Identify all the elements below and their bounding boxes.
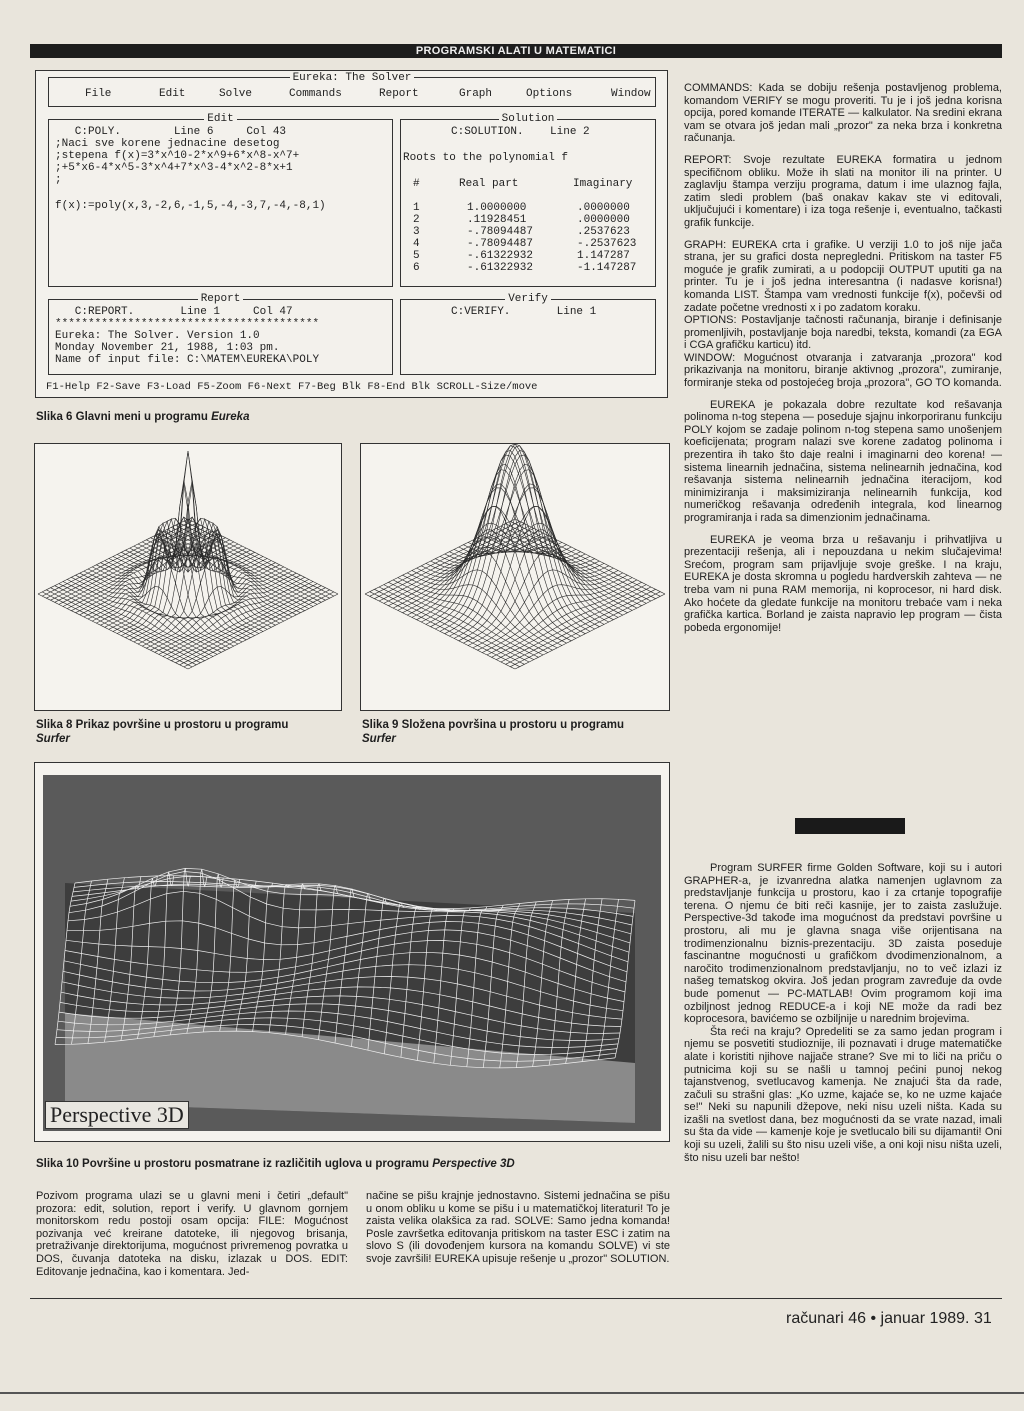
fig6-caption-label: Slika 6 Glavni meni u programu (36, 411, 212, 423)
menu-window[interactable]: Window (611, 88, 651, 100)
mesh-line (67, 534, 217, 609)
root-imaginary: .0000000 (577, 214, 630, 226)
edit-line: ;stepena f(x)=3*x^10-2*x^9+6*x^8-x^7+ (55, 150, 300, 162)
mesh-line (501, 526, 651, 601)
menu-commands[interactable]: Commands (289, 88, 342, 100)
edit-line: ; (55, 174, 62, 186)
root-imaginary: -.2537623 (577, 238, 637, 250)
root-imaginary: .0000000 (577, 202, 630, 214)
page-edge (0, 1392, 1024, 1394)
root-real: -.61322932 (467, 250, 534, 262)
body-text-right-column-2 (684, 862, 1002, 1173)
solution-window-title: Solution (499, 113, 558, 125)
paragraph-graph: GRAPH: EUREKA crta i grafike. U verziji 1.0 to još nije jača strana, jer su grafici dosta nepregledni. Pritiskom na taster F5 moguće je grafik zumirati, a u podopciji OUTPUT uputiti ga na printer. Tu je i još jedna interesantna (i nadasve korisna!) komanda LIST. Štampa vam vrednosti funkcije f(x), počevši od zadate početne vrednosti x i po zadatom koraku. (684, 238, 1002, 314)
menu-options[interactable]: Options (526, 88, 573, 100)
col-imaginary: Imaginary (573, 178, 633, 190)
mesh-line (398, 578, 548, 653)
figure-9-surface (360, 443, 670, 711)
paragraph-options: OPTIONS: Postavljanje tačnosti računanja, biranje i definisanje promenljivih, postavljanje boja naredbi, teksta, komandi (za EGA i CGA grafičku karticu) itd. (684, 314, 1002, 352)
menu-graph[interactable]: Graph (459, 88, 493, 100)
mesh-line (388, 582, 538, 657)
paragraph-window: WINDOW: Mogućnost otvaranja i zatvaranja „prozora" kod prikazivanja na monitoru, biranje aktivnog „prozora", zumiranje, formiranje steka od postojećeg broja „prozora", GO TO komanda. (684, 351, 1002, 390)
root-index: 1 (413, 202, 420, 214)
mesh-line (487, 580, 637, 655)
mesh-line (63, 582, 213, 657)
root-real: 1.0000000 (467, 202, 527, 214)
mesh-line (407, 570, 557, 648)
mesh-line (374, 524, 524, 599)
root-row (401, 214, 655, 226)
paragraph-commands: COMMANDS: Kada se dobiju rešenja postavljenog problema, komandom VERIFY se mogu proveriti. Tu je i još jedna korisna opcija, pored komande ITERATE — kalkulator. Na sredini ekrana vam se otvara još jedan mali „prozor" za neka brza i konkretna računanja. (684, 82, 1002, 145)
root-index: 6 (413, 262, 420, 274)
root-imaginary: -1.147287 (577, 262, 637, 274)
fig8-caption (36, 718, 346, 746)
mesh-line (171, 586, 321, 661)
root-row (401, 226, 655, 238)
paragraph-surfer: Program SURFER firme Golden Software, koji su i autori GRAPHER-a, je izvanredna alatka namenjen uglavnom za predstavljanje funkcija u prostoru, kao i za crtanje topografije terena. O njemu će biti reči kasnije, jer to zaista zaslužuje. Perspective-3d takođe ima mogućnost da predstavi površine u prostoru, ali mu je glavna snaga više orijentisana na trodimenzionalnu biznis-prezentaciju. 3D zaista poseduje fascinantne mogućnosti u grafičkom dvodimenzionalnom, a naročito trodimenzionalnom predstavljanju, no to več izlazi iz našeg tematskog okvira. Još jedan program zavređuje da ovde bude pomenut — PC-MATLAB! Ovim programom koji ima ozbiljnost jednog REDUCE-a i koji NE može da radi bez koprocesora, bavićemo se ozbiljnije u narednim brojevima. (684, 862, 1002, 1026)
menu-file[interactable]: File (85, 88, 112, 100)
menu-edit[interactable]: Edit (159, 88, 186, 100)
root-index: 2 (413, 214, 420, 226)
eureka-app-title: Eureka: The Solver (290, 72, 415, 84)
root-imaginary: .2537623 (577, 226, 630, 238)
mesh-line (379, 526, 529, 601)
report-line: Eureka: The Solver. Version 1.0 (55, 330, 260, 342)
root-index: 5 (413, 250, 420, 262)
solution-heading: Roots to the polynomial f (403, 152, 569, 164)
solution-window[interactable] (400, 113, 656, 287)
root-row (401, 250, 655, 262)
fig6-caption (36, 411, 249, 423)
edit-line: ;+5*x6-4*x^5-3*x^4+7*x^3-4*x^2-8*x+1 (55, 162, 293, 174)
edit-line: C:POLY. Line 6 Col 43 (55, 126, 287, 138)
solution-header-row (401, 178, 655, 190)
fig9-caption (362, 718, 674, 746)
fig9-caption-program: Surfer (362, 733, 396, 745)
body-text-bottom-left (36, 1190, 348, 1287)
mesh-line (506, 524, 656, 599)
figure-8-surface (34, 443, 342, 711)
fig10-caption-program: Perspective 3D (432, 1158, 515, 1170)
perspective-3d-figure (35, 763, 669, 1141)
perspective-3d-logo: Perspective 3D (45, 1101, 189, 1129)
paragraph: Pozivom programa ulazi se u glavni meni i četiri „default" prozora: edit, solution, report i verify. U glavnom gornjem monitorskom redu postoji osam opcija: FILE: Mogućnost pozivanja već kreirane datoteke, ili njegovog brisanja, pretraživanje direktorijuma, mogućnost privremenog povratka u DOS, čuvanja datoteka na disku, izlazak u DOS. EDIT: Editovanje jednačina, kao i komentara. Jed- (36, 1190, 348, 1278)
mesh-line (163, 582, 313, 657)
fig8-caption-label: Slika 8 Prikaz površine u prostoru u programu (36, 719, 289, 731)
paragraph-eureka-results: EUREKA je pokazala dobre rezultate kod rešavanja polinoma n-tog stepena — poseduje sjajnu inkorporiranu funkciju POLY kojom se zadaje polinom n-tog stepena samo unošenjem koeficijenata; program nalazi sve korene zadatog polinoma i prezentira ih tako što daje realni i imaginarni deo korena! — sistema linearnih jednačina, sistema nelinearnih jednačina, kod rešavanja sistema nelinearnih jednačina iteracijom, kod minimiziranja i maksimiziranja nelinearnih funkcija, kod numeričkog rešavanja određenih integrala, kod linearnog programiranja i rada sa dimenzionim jednačinama. (684, 398, 1002, 524)
function-key-bar: F1-Help F2-Save F3-Load F5-Zoom F6-Next F7-Beg Blk F8-End Blk SCROLL-Size/move (46, 381, 538, 393)
report-window-title: Report (198, 293, 244, 305)
root-real: .11928451 (467, 214, 527, 226)
section-header-bar: PROGRAMSKI ALATI U MATEMATICI (30, 44, 1002, 58)
root-real: -.78094487 (467, 226, 534, 238)
fig6-caption-program: Eureka (211, 411, 250, 423)
page-footer: računari 46 • januar 1989. 31 (786, 1310, 992, 1327)
report-line: **************************************** (55, 318, 320, 330)
mesh-line (76, 575, 226, 650)
surface-plot-figure-9 (361, 444, 669, 710)
mesh-line (496, 528, 646, 603)
root-row (401, 262, 655, 274)
body-text-right-column (684, 82, 1002, 643)
report-window[interactable] (48, 293, 393, 375)
verify-window[interactable] (400, 293, 656, 375)
mesh-line (506, 589, 656, 664)
mesh-line (445, 446, 595, 629)
body-text-bottom-middle (366, 1190, 670, 1275)
report-line: Monday November 21, 1988, 1:03 pm. (55, 342, 280, 354)
col-index: # (413, 178, 420, 190)
section-marker-bar (795, 818, 905, 834)
root-imaginary: 1.147287 (577, 250, 630, 262)
surface-plot-figure-8 (35, 444, 341, 710)
edit-window-title: Edit (204, 113, 236, 125)
fig10-caption (36, 1158, 515, 1170)
eureka-menubar (48, 72, 656, 107)
figure-10-frame (34, 762, 670, 1142)
paragraph-conclusion: Šta reći na kraju? Opredeliti se za samo jedan program i njemu se posvetiti studioznije, ili poznavati i druge matematičke alate i koristiti njihove najjače strane? Sve mi to liči na priču o putnicima koji su se našli u tamnoj pećini punoj nekog tajanstvenog, svetlucavog kamenja. Ne znajući šta da rade, začuli su strašni glas: „Ko uzme, kajaće se, ko ne uzme kajaće se!" Neki su napunili džepove, neki nisu uzeli ništa. Kada su izašli na svetlost dana, bez mogućnosti da se vrate nazad, imali su šta da vide — kamenje koje je svetlucalo bili su dijamanti! Oni koji su uzeli, žalili su što nisu uzeli više, a oni koji nisu ništa uzeli, što nisu uzeli bar nešto! (684, 1025, 1002, 1164)
root-real: -.78094487 (467, 238, 534, 250)
root-real: -.61322932 (467, 262, 534, 274)
footer-rule (30, 1298, 1002, 1299)
verify-window-title: Verify (505, 293, 551, 305)
edit-line: f(x):=poly(x,3,-2,6,-1,5,-4,-3,7,-4,-8,1) (55, 200, 326, 212)
mesh-line (46, 590, 196, 665)
fig8-caption-program: Surfer (36, 733, 70, 745)
mesh-line (473, 570, 623, 648)
verify-line: C:VERIFY. Line 1 (451, 306, 597, 318)
menu-report[interactable]: Report (379, 88, 419, 100)
mesh-line (113, 451, 263, 632)
mesh-line (180, 590, 330, 665)
paragraph: načine se pišu krajnje jednostavno. Sistemi jednačina se pišu u onom obliku u kome se pišu i u matematičkoj literaturi! To je zaista velika olakšica za rad. SOLVE: Samo jedna komanda! Posle završetka editovanja pritiskom na taster ESC i zatim na slovo S (ili dovođenjem kursora na komandu SOLVE) vi ste svoje završili! EUREKA upisuje rešenje u „prozor" SOLUTION. (366, 1190, 670, 1265)
report-line: Name of input file: C:\MATEM\EUREKA\POLY (55, 354, 320, 366)
mesh-line (188, 594, 338, 669)
root-row (401, 202, 655, 214)
fig10-caption-label: Slika 10 Površine u prostoru posmatrane iz različitih uglova u programu (36, 1158, 433, 1170)
solution-file-line: C:SOLUTION. Line 2 (451, 126, 590, 138)
mesh-line (492, 582, 642, 657)
mesh-line (384, 528, 534, 603)
mesh-line (38, 594, 188, 669)
col-real: Real part (459, 178, 519, 190)
mesh-line (55, 586, 205, 661)
mesh-line (151, 575, 301, 650)
mesh-line (159, 534, 309, 609)
root-index: 3 (413, 226, 420, 238)
mesh-line (374, 589, 524, 664)
mesh-line (113, 451, 263, 632)
menu-solve[interactable]: Solve (219, 88, 253, 100)
fig9-caption-label: Slika 9 Složena površina u prostoru u programu (362, 719, 624, 731)
mesh-line (393, 580, 543, 655)
mesh-line (435, 446, 585, 629)
mesh-line (379, 587, 529, 662)
root-row (401, 238, 655, 250)
report-line: C:REPORT. Line 1 Col 47 (55, 306, 293, 318)
edit-window[interactable] (48, 113, 393, 287)
mesh-line (501, 587, 651, 662)
root-index: 4 (413, 238, 420, 250)
paragraph-eureka-summary: EUREKA je veoma brza u rešavanju i prihvatljiva u prezentaciji rešenja, ali i nepouzdana u nekim slučajevima! Srećom, program sam prijavljuje svoje greške. I na kraju, EUREKA je dosta skromna u pogledu hardverskih zahteva — ne treba vam ni puna RAM memorija, ni koprocesor, ni hard disk. Ako hoćete da gledate funkcije na monitoru trebaće vam i neka grafička kartica. Borland je zaista napravio lep program — čista pobeda ergonomije! (684, 533, 1002, 634)
mesh-line (482, 578, 632, 653)
edit-line: ;Naci sve korene jednacine desetog (55, 138, 280, 150)
eureka-screen (35, 70, 668, 398)
paragraph-report: REPORT: Svoje rezultate EUREKA formatira u jednom specifičnom obliku. Može ih slati na monitor ili na printer. U zaglavlju štampa verziju programa, datum i ime ulaznog fajla, zatim sledi problem (baš onakav kakav ste vi editovali, uključujući i komentare) i iza toga rešenje i, eventualno, tačkasti grafik funkcije. (684, 153, 1002, 229)
